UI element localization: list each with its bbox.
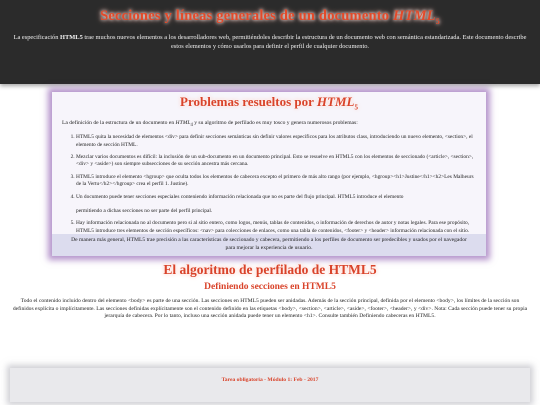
problems-note: De manera más general, HTML5 trae precisión a las características de seccionado y cabecera, permitiendo a los perfiles de documento ser predecibles y usados por el navegador para mejorar la experiencia de usuario. bbox=[52, 234, 486, 256]
list-item-text: Mezclar varios documentos es difícil: la inclusión de un sub-documento en un documento principal. Esto se resuelve en HTML5 con los elementos de seccionado (<article>, <section>, <div> y <aside>) son siempre subsecciones de su sección ancestra más cercana. bbox=[76, 154, 474, 168]
description-part-1: La especificación bbox=[13, 33, 61, 41]
page-title bbox=[0, 0, 540, 26]
problems-title-em: HTML bbox=[316, 94, 355, 109]
algorithm-subtitle: Definiendo secciones en HTML5 bbox=[204, 282, 336, 292]
intro-end: y su algoritmo de perfilado es muy tosco y genera numerosos problemas: bbox=[192, 119, 358, 126]
page-title-sub: 5 bbox=[435, 16, 440, 26]
algorithm-section bbox=[0, 262, 540, 321]
list-item bbox=[76, 220, 476, 235]
list-item bbox=[76, 174, 476, 189]
intro-sub: 4 bbox=[190, 122, 193, 128]
page-title-text: Secciones y líneas generales de un documento bbox=[100, 8, 394, 24]
problems-title bbox=[52, 94, 486, 112]
intro-text: La definición de la estructura de un documento en bbox=[62, 119, 176, 126]
list-item-text: Un documento puede tener secciones especiales conteniendo información relacionada que no es parte del flujo principal. HTML5 introduce el elemento bbox=[76, 193, 404, 200]
algorithm-title: El algoritmo de perfilado de HTML5 bbox=[163, 262, 377, 277]
list-item-extra: permitiendo a dichas secciones no ser parte del perfil principal. bbox=[76, 208, 213, 215]
problems-title-sub: 5 bbox=[354, 103, 358, 112]
problems-card bbox=[52, 92, 486, 256]
page-header bbox=[0, 0, 540, 84]
problems-intro bbox=[62, 120, 476, 130]
list-item bbox=[76, 194, 476, 216]
list-item-text: Hay información relacionada no al documento pero si al sitio entero, como logos, menús, tablas de contenidos, o información de derechos de autor y notas legales. Para ese propósito, HTML5 introduce tres elementos de sección específicos: <nav> para colecciones de enlaces, como una tabla de contenidos, <footer> y <header> información relacionada con el sitio. bbox=[76, 220, 470, 234]
description-bold: HTML5 bbox=[60, 33, 83, 41]
problems-title-text: Problemas resueltos por bbox=[180, 94, 317, 109]
page-title-em: HTML bbox=[393, 8, 436, 24]
list-item-text: HTML5 introduce el elemento <hgroup> que oculta todos los elementos de cabecera excepto el primero de más alto rango (por ejemplo, <hgroup><h1>Justine</h1><h2>Les Malheurs de la Vertu</h2></hgroup> crea el perfil 1. Justine). bbox=[76, 173, 474, 188]
footer-text: Tarea obligatoria - Módulo 1: Feb - 2017 bbox=[221, 377, 319, 383]
list-item-text: HTML5 quita la necesidad de elementos <div> para definir secciones semánticas sin definir valores específicos para los atributos class, introduciendo un nuevo elemento, <section>, el elemento de sección HTML. bbox=[76, 134, 473, 148]
description-part-2: trae muchos nuevos elementos a los desarrolladores web, permitiéndoles describir la estructura de un documento web con semántica estandarizada. Este documento describe estos elementos y cómo usarlos para definir el perfil de cualquier documento. bbox=[82, 33, 527, 50]
page-footer bbox=[10, 368, 530, 402]
problems-list bbox=[76, 134, 476, 235]
page-description bbox=[10, 33, 530, 51]
list-item bbox=[76, 154, 476, 169]
list-item bbox=[76, 134, 476, 149]
intro-em: HTML bbox=[175, 119, 191, 126]
algorithm-text: Todo el contenido incluido dentro del elemento <body> es parte de una sección. Las secciones en HTML5 pueden ser anidadas. Además de la sección principal, definida por el elemento <body>, los límites de la sección son definidos explícita o implícitamente. Las secciones definidas explícitamente son el contenido definido en las etiquetas <body>, <section>, <article>, <aside>, <footer>, <header>, y <div>. Nota: Cada sección puede tener su propia jerarquía de cabecera. Por lo tanto, incluso una sección anidada puede tener un elemento <h1>. Consulte también Definiendo cabeceras en HTML5. bbox=[12, 298, 528, 320]
